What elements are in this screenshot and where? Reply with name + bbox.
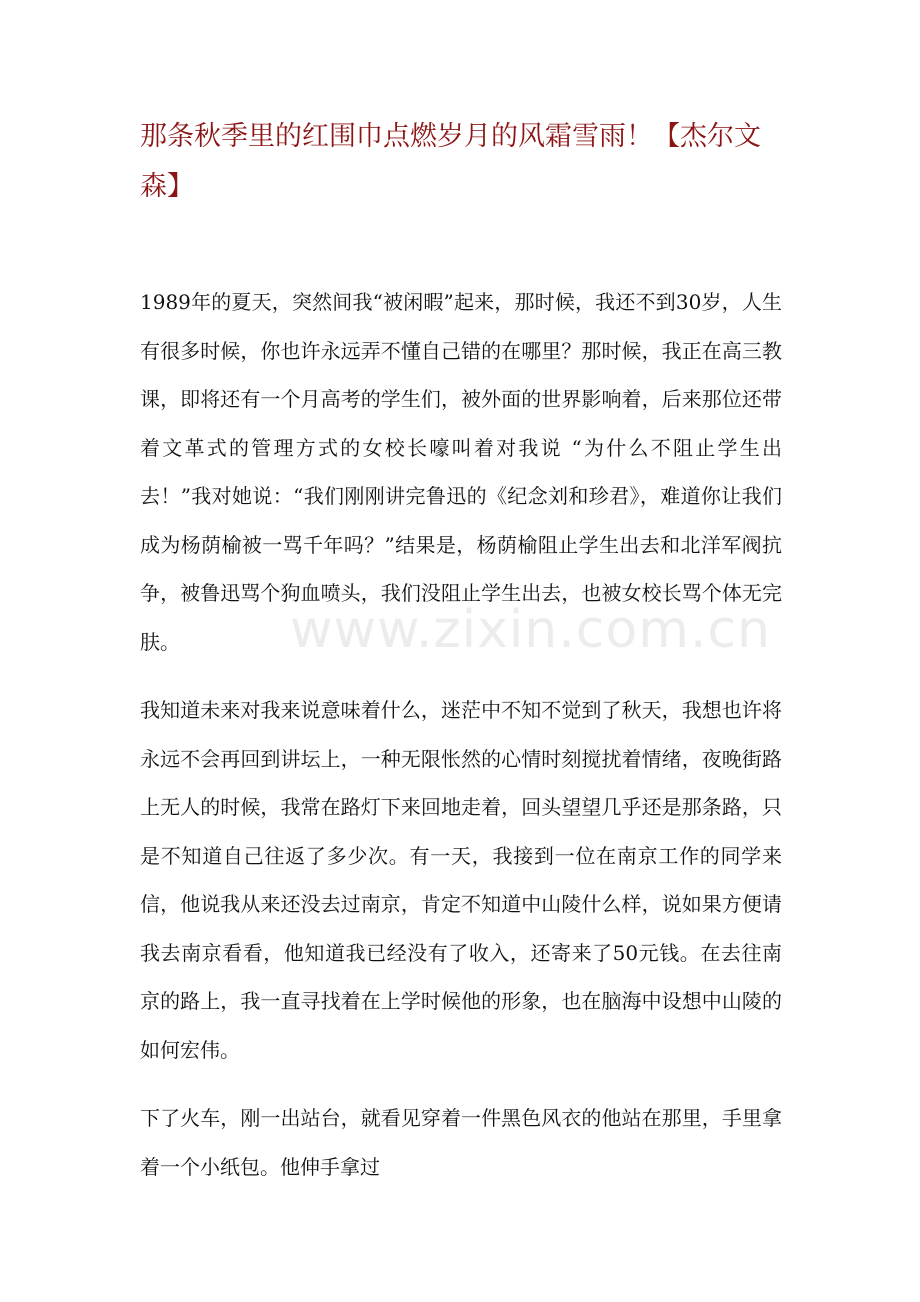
document-body xyxy=(140,278,782,1211)
paragraph-1: 1989年的夏天，突然间我“被闲暇”起来，那时候，我还不到30岁，人生有很多时候，你也许永远弄不懂自己错的在哪里？那时候，我正在高三教课，即将还有一个月高考的学生们，被外面的世界影响着，后来那位还带着文革式的管理方式的女校长嚎叫着对我说 “为什么不阻止学生出去！”我对她说：“我们刚刚讲完鲁迅的《纪念刘和珍君》，难道你让我们成为杨荫榆被一骂千年吗？”结果是，杨荫榆阻止学生出去和北洋军阀抗争，被鲁迅骂个狗血喷头，我们没阻止学生出去，也被女校长骂个体无完肤。 xyxy=(140,290,782,654)
document-title: 那条秋季里的红围巾点燃岁月的风霜雪雨！【杰尔文森】 xyxy=(140,121,761,202)
site-watermark: www.zixin.com.cn xyxy=(290,600,771,660)
paragraph-3: 下了火车，刚一出站台，就看见穿着一件黑色风衣的他站在那里，手里拿着一个小纸包。他伸手拿过 xyxy=(140,1106,782,1179)
paragraph-2: 我知道未来对我来说意味着什么，迷茫中不知不觉到了秋天，我想也许将永远不会再回到讲坛上，一种无限怅然的心情时刻搅扰着情绪，夜晚街路上无人的时候，我常在路灯下来回地走着，回头望望几乎还是那条路，只是不知道自己往返了多少次。有一天，我接到一位在南京工作的同学来信，他说我从来还没去过南京，肯定不知道中山陵什么样，说如果方便请我去南京看看，他知道我已经没有了收入，还寄来了50元钱。在去往南京的路上，我一直寻找着在上学时候他的形象，也在脑海中设想中山陵的如何宏伟。 xyxy=(140,698,782,1062)
